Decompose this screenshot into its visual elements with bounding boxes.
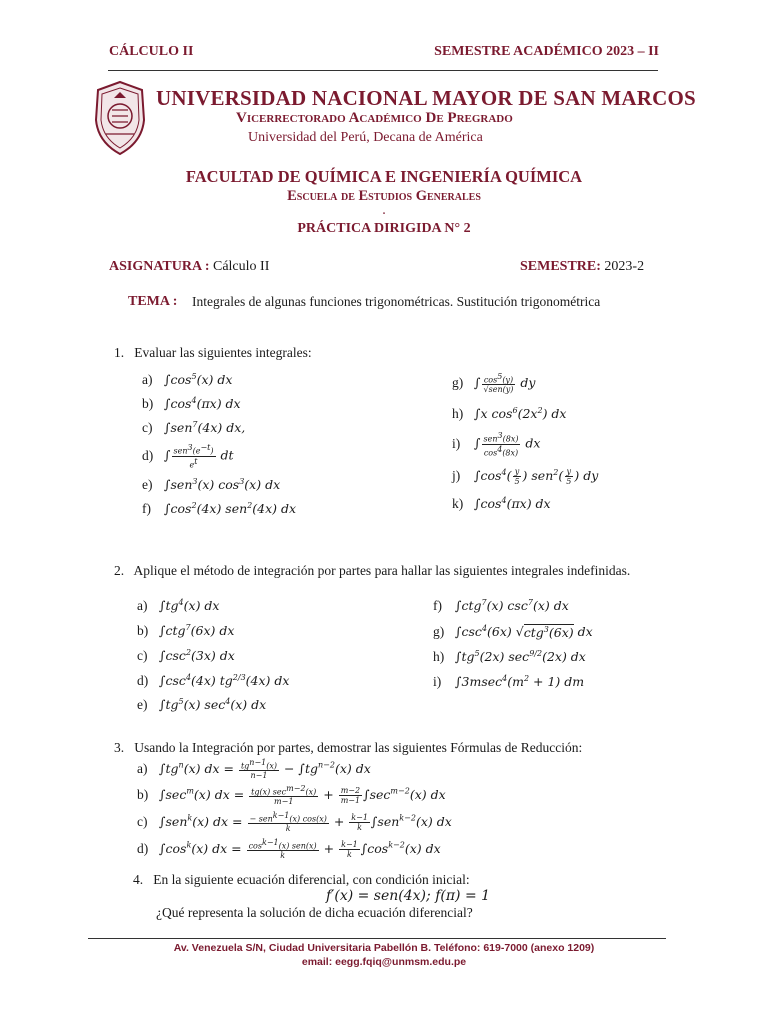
- q4-number: 4.: [133, 872, 144, 887]
- q1-item-k: k) $\int\cos^4(\pi x)$ dx: [452, 496, 551, 512]
- semester-value: 2023-2: [604, 259, 645, 274]
- header-rule: [108, 70, 658, 71]
- q1-item-e: e) ∫sen$^3$(x) $\cos^3(x)$ dx: [142, 477, 281, 493]
- subject-line: [109, 259, 269, 275]
- q3-number: 3.: [114, 740, 125, 755]
- school-name: Escuela de Estudios Generales: [287, 188, 481, 204]
- q2-number: 2.: [114, 563, 125, 578]
- q3-heading: [114, 740, 582, 756]
- q1-item-a: a) $\int\cos^5(x)$ dx: [142, 372, 233, 388]
- q4-heading: [133, 872, 470, 888]
- q2-item-e: e) $\int tg^5(x)$ $\sec^4(x)$ dx: [137, 697, 267, 713]
- q1-item-f: f) $\int\cos^2(4x)$ sen$^2$(4x) dx: [142, 501, 297, 517]
- q3-text: Usando la Integración por partes, demostrar las siguientes Fórmulas de Reducción:: [134, 740, 583, 755]
- q2-item-i: i) $\int 3msec^4(m^2 + 1)$ dm: [433, 674, 585, 690]
- practice-title: PRÁCTICA DIRIGIDA N° 2: [297, 221, 471, 236]
- q1-item-i: i) ∫ $\frac{sen^3(8x)}{\cos^4(8x)}$ dx: [452, 430, 541, 458]
- q2-item-a: a) $\int tg^4(x)$ dx: [137, 598, 220, 614]
- q1-item-j: j) $\int\cos^4$( $\frac{y}{5}$ ) sen$^2$( $\frac{y}{5}$ ) dy: [452, 466, 599, 486]
- q2-text: Aplique el método de integración por partes para hallar las siguientes integrales indefinidas.: [133, 563, 631, 578]
- topic-label: TEMA :: [128, 294, 178, 309]
- footer-address: Av. Venezuela S/N, Ciudad Universitaria Pabellón B. Teléfono: 619-7000 (anexo 1209): [173, 942, 595, 954]
- q2-heading: [114, 563, 659, 579]
- q4-text: En la siguiente ecuación diferencial, con condición inicial:: [153, 872, 470, 887]
- faculty-name: FACULTAD DE QUÍMICA E INGENIERÍA QUÍMICA: [185, 167, 583, 186]
- q2-item-b: b) ∫ctg$^7$(6x) dx: [137, 623, 235, 639]
- q4-question: ¿Qué representa la solución de dicha ecuación diferencial?: [156, 905, 473, 920]
- q1-text: Evaluar las siguientes integrales:: [134, 345, 312, 360]
- semester-label: SEMESTRE:: [520, 259, 601, 274]
- q3-item-a: a) $\int tg^n(x)$ dx = $\frac{tg^{n-1}(x)}{n-1}$ − $\int tg^{n-2}(x)$ dx: [137, 757, 371, 781]
- university-name: UNIVERSIDAD NACIONAL MAYOR DE SAN MARCOS: [156, 86, 696, 110]
- q3-item-b: b) $\int\sec^m(x)$ dx = $\frac{tg(x) \sec^{m-2}(x)}{m-1}$ + $\frac{m-2}{m-1}$ $\int\sec^{m-2}(x)$ dx: [137, 783, 446, 807]
- course-header: CÁLCULO II: [109, 44, 194, 59]
- semester-header: SEMESTRE ACADÉMICO 2023 – II: [434, 44, 659, 59]
- q3-item-d: d) $\int\cos^k(x)$ dx = $\frac{\cos^{k-1}(x) sen(x)}{k}$ + $\frac{k-1}{k}$ $\int\cos^{k-2}(x)$ dx: [137, 837, 441, 861]
- q1-heading: [114, 345, 312, 361]
- footer-email[interactable]: email: eegg.fqiq@unmsm.edu.pe: [301, 956, 467, 968]
- vice-rectorate: Vicerrectorado Académico De Pregrado: [236, 110, 513, 126]
- q1-item-h: h) ∫x $\cos^6(2x^2)$ dx: [452, 406, 567, 422]
- q2-item-f: f) ∫ctg$^7$(x) $\csc^7(x)$ dx: [433, 598, 569, 614]
- q2-item-g: g) $\int\csc^4(6x)$ √ctg$^3$(6x) dx: [433, 624, 593, 640]
- q1-item-c: c) ∫sen$^7$(4x) dx,: [142, 420, 246, 436]
- footer-rule: [88, 938, 666, 939]
- q1-item-d: d) ∫ $\frac{sen^3(e^{-t})}{e^t}$ dt: [142, 442, 234, 470]
- q2-item-c: c) $\int\csc^2(3x)$ dx: [137, 648, 235, 664]
- university-seal-icon: [92, 80, 148, 156]
- semester-line: [520, 259, 644, 275]
- topic-value: Integrales de algunas funciones trigonométricas. Sustitución trigonométrica: [192, 294, 601, 309]
- q2-item-d: d) $\int\csc^4(4x)$ $tg^{2/3}(4x)$ dx: [137, 673, 290, 689]
- q2-item-h: h) $\int tg^5(2x)$ $\sec^{9/2}(2x)$ dx: [433, 649, 586, 665]
- separator-dot: .: [382, 206, 386, 217]
- q3-item-c: c) ∫sen$^k$(x) dx = $\frac{- sen^{k-1}(x) \cos(x)}{k}$ + $\frac{k-1}{k}$ ∫sen$^{k-2}$(x) dx: [137, 810, 452, 834]
- q4-equation: f′(x) = sen(4x); f(π) = 1: [326, 888, 491, 904]
- subject-label: ASIGNATURA :: [109, 259, 210, 274]
- q1-item-b: b) $\int\cos^4(\pi x)$ dx: [142, 396, 241, 412]
- q1-number: 1.: [114, 345, 125, 360]
- q1-item-g: g) ∫ $\frac{\cos^5(y)}{\text{√sen(y)}}$ dy: [452, 371, 536, 395]
- subject-value: Cálculo II: [212, 259, 270, 274]
- motto: Universidad del Perú, Decana de América: [248, 130, 483, 145]
